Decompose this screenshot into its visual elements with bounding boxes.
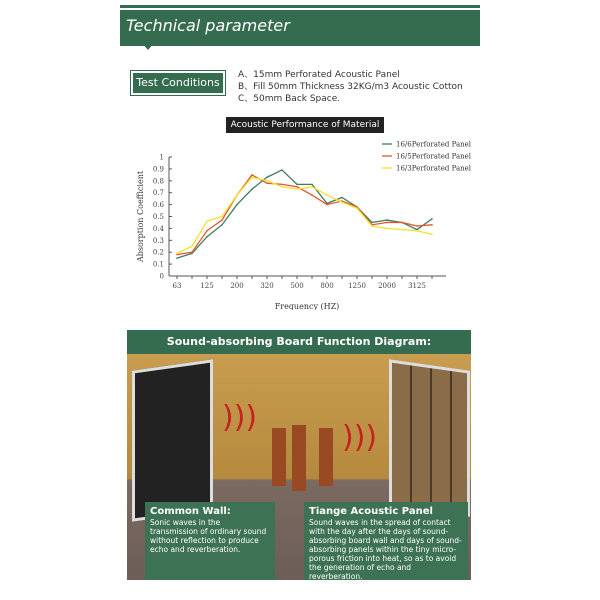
x-tick-label: 320: [260, 282, 274, 290]
data-point: [341, 201, 343, 203]
common-wall: [132, 359, 213, 521]
data-point: [281, 186, 283, 188]
data-point: [236, 194, 238, 196]
data-point: [206, 230, 208, 232]
sound-wave-icon: ))): [342, 420, 378, 455]
x-tick-label: 2000: [378, 282, 396, 290]
data-point: [431, 218, 433, 220]
data-point: [266, 180, 268, 182]
y-tick-label: 0.8: [152, 177, 164, 186]
data-point: [191, 245, 193, 247]
x-axis-label: Frequency (HZ): [274, 302, 340, 310]
x-tick-label: 125: [200, 282, 214, 290]
data-point: [401, 229, 403, 231]
legend-label: 16/6Perforated Panel: [396, 140, 472, 149]
data-point: [221, 219, 223, 221]
section-title: Technical parameter: [126, 16, 290, 35]
sound-wave-icon: ))): [222, 400, 258, 435]
section-header: [120, 8, 480, 44]
y-tick-label: 0.5: [152, 213, 164, 221]
data-point: [206, 220, 208, 222]
y-tick-label: 0.1: [152, 260, 164, 269]
data-point: [296, 184, 298, 186]
data-point: [386, 219, 388, 221]
x-tick-label: 63: [172, 282, 182, 290]
condition-a: A、15mm Perforated Acoustic Panel: [238, 70, 400, 80]
condition-b: B、Fill 50mm Thickness 32KG/m3 Acoustic Cotton: [238, 82, 463, 92]
y-tick-label: 0.7: [152, 189, 164, 198]
y-tick-label: 1: [159, 153, 164, 162]
data-point: [311, 184, 313, 186]
data-point: [416, 230, 418, 232]
series-line-3: [177, 177, 432, 253]
x-tick-label: 200: [230, 282, 244, 290]
chart-title: Acoustic Performance of Material: [226, 117, 384, 133]
data-point: [266, 182, 268, 184]
condition-c: C、50mm Back Space.: [238, 94, 341, 104]
x-tick-label: 3125: [408, 282, 426, 290]
speaker-icon: [319, 428, 333, 486]
y-tick-label: 0.2: [152, 248, 164, 257]
speaker-icon: [292, 425, 306, 491]
data-point: [206, 236, 208, 238]
data-point: [386, 228, 388, 230]
data-point: [296, 188, 298, 190]
legend-label: 16/5Perforated Panel: [396, 152, 472, 161]
data-point: [386, 222, 388, 224]
x-tick-label: 500: [290, 282, 304, 290]
data-point: [221, 216, 223, 218]
data-point: [326, 204, 328, 206]
data-point: [236, 204, 238, 206]
data-point: [176, 253, 178, 255]
data-point: [266, 176, 268, 178]
data-point: [356, 207, 358, 209]
common-wall-title: Common Wall:: [150, 506, 231, 517]
y-tick-label: 0.4: [152, 224, 164, 233]
common-wall-box: [145, 502, 275, 580]
header-pointer: [141, 42, 155, 50]
data-point: [326, 194, 328, 196]
acoustic-panel-text: Sound waves in the spread of contact with the day after the days of sound-absorbing board wall and days of sound-absorbing panels within the tiny micro-porous friction into heat, so as to avoid the generation of echo and reverberation.: [309, 518, 462, 580]
data-point: [341, 197, 343, 199]
series-line-1: [177, 170, 432, 258]
data-point: [176, 257, 178, 259]
y-tick-label: 0.9: [152, 165, 164, 174]
diagram-title: Sound-absorbing Board Function Diagram:: [127, 330, 471, 354]
series-line-2: [177, 175, 432, 255]
data-point: [371, 225, 373, 227]
data-point: [416, 225, 418, 227]
test-conditions-label: Test Conditions: [131, 71, 225, 95]
data-point: [371, 222, 373, 224]
data-point: [401, 222, 403, 224]
data-point: [251, 174, 253, 176]
data-point: [311, 194, 313, 196]
data-point: [191, 251, 193, 253]
acoustic-panel-wall: [389, 359, 470, 516]
y-tick-label: 0: [159, 272, 164, 281]
acoustic-panel-title: Tiange Acoustic Panel: [309, 506, 433, 517]
y-tick-label: 0.6: [152, 201, 164, 210]
legend-label: 16/3Perforated Panel: [396, 164, 472, 173]
data-point: [311, 186, 313, 188]
common-wall-text: Sonic waves in the transmission of ordinary sound without reflection to produce echo and reverberation.: [150, 518, 267, 554]
x-tick-label: 800: [320, 282, 334, 290]
x-tick-label: 1250: [348, 282, 366, 290]
data-point: [296, 186, 298, 188]
acoustic-panel-box: [304, 502, 468, 580]
function-diagram: [127, 330, 471, 580]
y-axis-label: Absorption Coefficient: [136, 170, 145, 263]
data-point: [431, 224, 433, 226]
data-point: [221, 224, 223, 226]
data-point: [281, 169, 283, 171]
speaker-icon: [272, 428, 286, 486]
data-point: [251, 188, 253, 190]
y-tick-label: 0.3: [152, 236, 164, 245]
data-point: [431, 234, 433, 236]
data-point: [251, 176, 253, 178]
data-point: [281, 184, 283, 186]
header-divider: [120, 44, 480, 46]
absorption-chart: [120, 110, 480, 310]
